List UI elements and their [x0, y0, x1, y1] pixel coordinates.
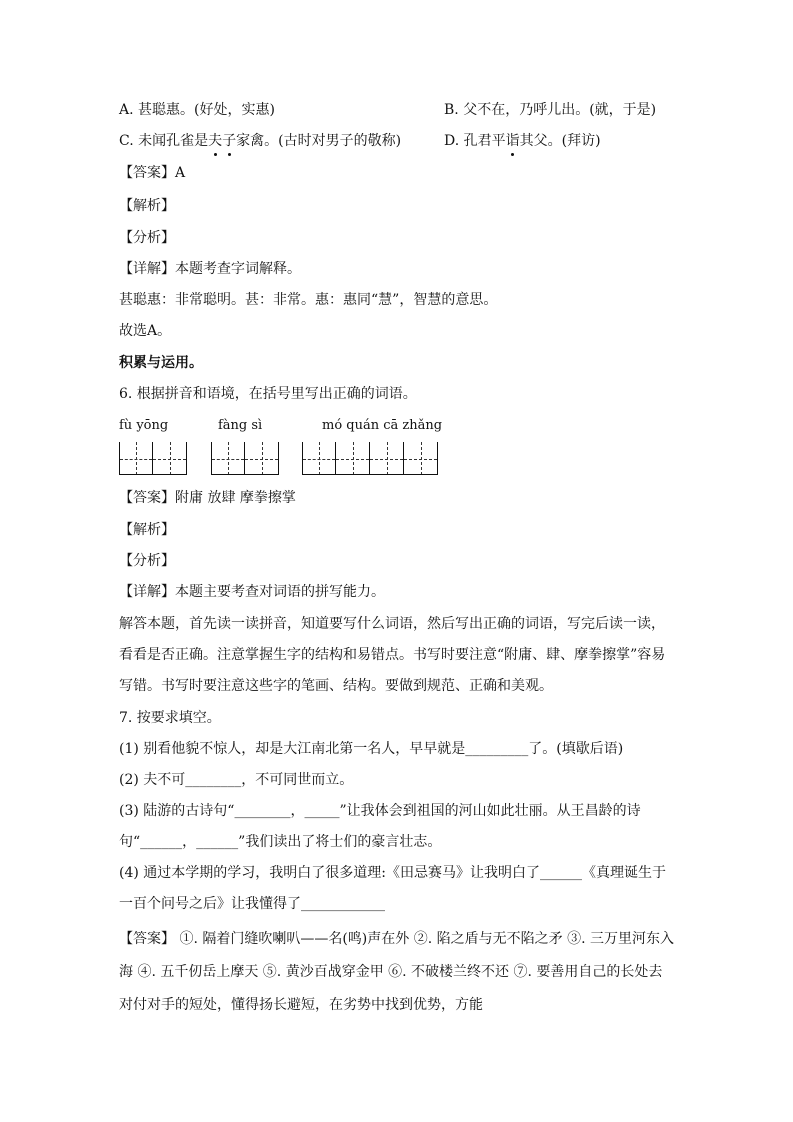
- q5-explanation: 甚聪惠：非常聪明。甚：非常。惠：惠同“慧”，智慧的意思。: [119, 292, 498, 308]
- option-d: [444, 131, 601, 151]
- writing-grid-2: [211, 442, 279, 475]
- q6-answer: 【答案】附庸 放肆 摩拳擦掌: [119, 490, 296, 506]
- option-b: B. 父不在，乃呼儿出。(就，于是): [444, 102, 657, 118]
- q5-answer: 【答案】A: [119, 165, 186, 181]
- option-c-suffix: 家禽。(古时对男子的敬称): [236, 133, 402, 149]
- option-d-prefix: D. 孔君平: [444, 133, 506, 149]
- q6-fenxi: 【分析】: [119, 553, 175, 569]
- pinyin-3: mó quán cā zhǎng: [322, 418, 443, 433]
- option-c-dotted-char-1: 夫: [208, 133, 223, 149]
- grid-cell: [245, 442, 279, 475]
- writing-grid-3: [302, 442, 438, 475]
- q6-stem: 6. 根据拼音和语境，在括号里写出正确的词语。: [119, 386, 417, 402]
- q5-detail: 【详解】本题考查字词解释。: [119, 261, 301, 277]
- q5-jiexi: 【解析】: [119, 198, 175, 214]
- pinyin-2: fàng sì: [218, 418, 263, 433]
- q5-fenxi: 【分析】: [119, 230, 175, 246]
- section-title: 积累与运用。: [119, 355, 203, 371]
- q7-sub-2: (2) 夫不可________，不可同世而立。: [119, 772, 354, 788]
- option-d-suffix: 其父。(拜访): [519, 133, 601, 149]
- q5-conclusion: 故选A。: [119, 323, 172, 339]
- grid-cell: [211, 442, 245, 475]
- grid-cell: [153, 442, 187, 475]
- q7-answer: 【答案】 ①. 隔着门缝吹喇叭——名(鸣)声在外 ②. 陷之盾与无不陷之矛 ③. 三万里河东入海 ④. 五千仞岳上摩天 ⑤. 黄沙百战穿金甲 ⑥. 不破楼兰终不还 ⑦. 要善用自己的长处去对付对手的短处，懂得扬长避短，在劣势中找到优势，方能: [119, 931, 674, 1013]
- q6-explanation: 解答本题，首先读一读拼音，知道要写什么词语，然后写出正确的词语，写完后读一读，看看是否正确。注意掌握生字的结构和易错点。书写时要注意“附庸、肆、摩拳擦掌”容易写错。书写时要注意这些字的笔画、结构。要做到规范、正确和美观。: [119, 616, 666, 694]
- option-c-dotted-char-2: 子: [222, 133, 237, 149]
- q6-detail: 【详解】本题主要考查对词语的拼写能力。: [119, 584, 385, 600]
- option-a: A. 甚聪惠。(好处，实惠): [119, 102, 275, 118]
- grid-cell: [119, 442, 153, 475]
- q6-jiexi: 【解析】: [119, 522, 175, 538]
- option-c-prefix: C. 未闻孔雀是: [119, 133, 209, 149]
- q7-stem: 7. 按要求填空。: [119, 710, 221, 726]
- writing-grid-1: [119, 442, 187, 475]
- option-d-dotted-char: 诣: [505, 133, 520, 149]
- q7-sub-3: (3) 陆游的古诗句“________，_____”让我体会到祖国的河山如此壮丽。从王昌龄的诗句“______，______”我们读出了将士们的豪言壮志。: [119, 803, 641, 850]
- pinyin-1: fù yōng: [119, 418, 169, 433]
- grid-cell: [302, 442, 336, 475]
- q7-sub-1: (1) 别看他貌不惊人，却是大江南北第一名人，早早就是_________了。(填歇后语): [119, 741, 624, 757]
- grid-cell: [370, 442, 404, 475]
- grid-cell: [336, 442, 370, 475]
- option-c: [119, 131, 401, 151]
- q7-sub-4: (4) 通过本学期的学习，我明白了很多道理:《田忌赛马》让我明白了______《真理诞生于一百个问号之后》让我懂得了____________: [119, 865, 666, 912]
- grid-cell: [404, 442, 438, 475]
